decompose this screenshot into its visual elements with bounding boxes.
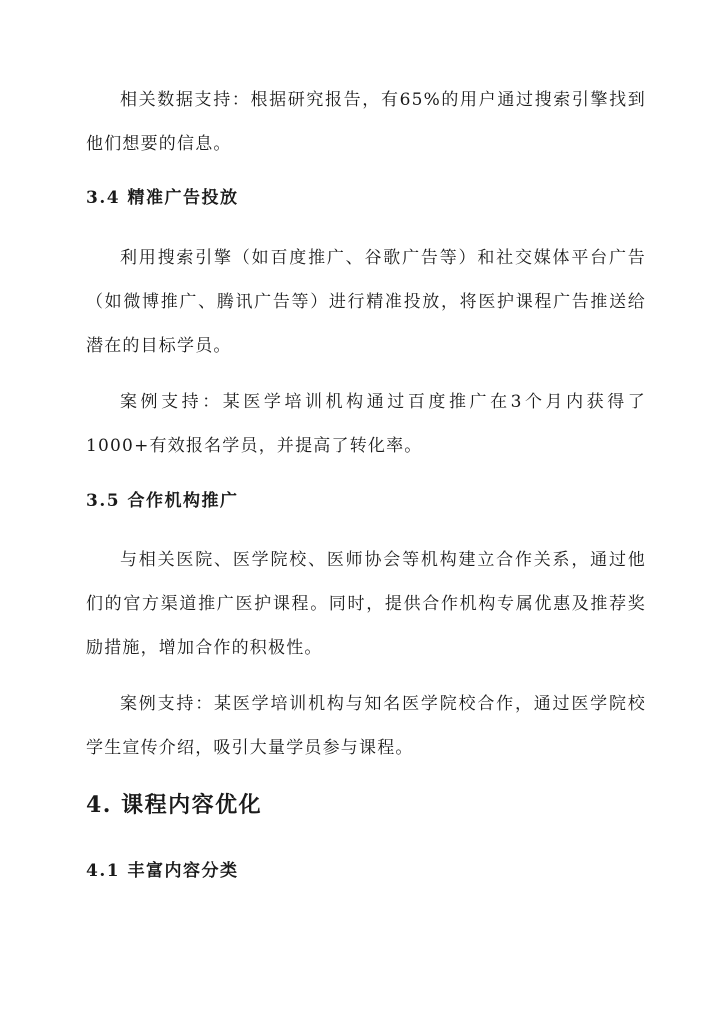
heading-4-course-content: 4. 课程内容优化	[86, 792, 263, 818]
heading-4-1-content-categories: 4.1 丰富内容分类	[86, 861, 239, 881]
heading-3-5-partner-promotion: 3.5 合作机构推广	[86, 491, 239, 511]
paragraph-partner-promotion: 与相关医院、医学院校、医师协会等机构建立合作关系，通过他们的官方渠道推广医护课程。同时，提供合作机构专属优惠及推荐奖励措施，增加合作的积极性。	[86, 550, 646, 658]
paragraph-case-partner: 案例支持：某医学培训机构与知名医学院校合作，通过医学院校学生宣传介绍，吸引大量学员参与课程。	[86, 694, 646, 758]
paragraph-case-baidu: 案例支持：某医学培训机构通过百度推广在3个月内获得了1000+有效报名学员，并提高了转化率。	[86, 392, 646, 456]
paragraph-precise-ads: 利用搜索引擎（如百度推广、谷歌广告等）和社交媒体平台广告（如微博推广、腾讯广告等）进行精准投放，将医护课程广告推送给潜在的目标学员。	[86, 248, 646, 356]
heading-3-4-precise-ads: 3.4 精准广告投放	[86, 188, 239, 208]
paragraph-data-support: 相关数据支持：根据研究报告，有65%的用户通过搜索引擎找到他们想要的信息。	[86, 90, 646, 154]
